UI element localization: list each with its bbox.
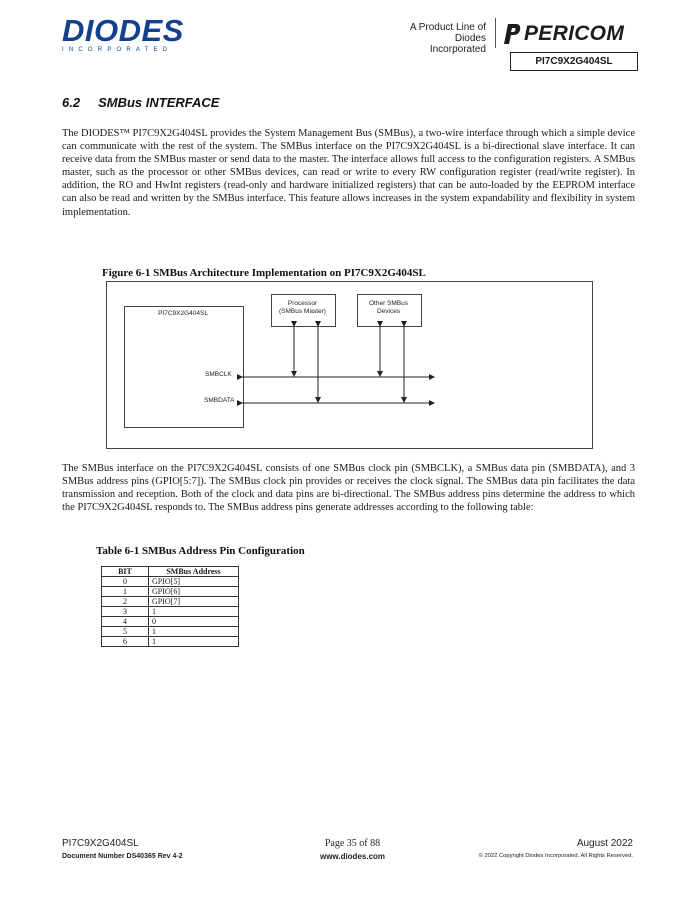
diodes-logo-text: DIODES: [62, 13, 184, 48]
footer-copyright: © 2022 Copyright Diodes Incorporated. All Rights Reserved.: [478, 853, 633, 859]
table-row: [102, 617, 239, 627]
diodes-logo: [62, 13, 188, 56]
other-devices-label-line-2: Devices: [376, 308, 401, 315]
smbdata-label: SMBDATA: [204, 397, 235, 404]
table-cell-bit: 0: [102, 577, 149, 587]
table-cell-address: 1: [149, 627, 239, 637]
processor-label: [271, 300, 334, 316]
chip-label: PI7C9X2G404SL: [158, 310, 208, 317]
table-cell-bit: 5: [102, 627, 149, 637]
product-line-text: [396, 22, 486, 55]
product-line-line-2: Diodes Incorporated: [429, 33, 486, 55]
pericom-logo: [502, 19, 624, 49]
table-cell-bit: 2: [102, 597, 149, 607]
table-row: [102, 607, 239, 617]
smbclk-label: SMBCLK: [205, 371, 232, 378]
processor-label-line-1: Processor: [287, 300, 318, 307]
table-row: [102, 597, 239, 607]
header-divider: [495, 18, 496, 48]
section-number: 6.2: [62, 95, 81, 110]
footer-document-number: Document Number DS40365 Rev 4-2: [62, 853, 183, 860]
table-cell-address: 1: [149, 637, 239, 647]
table-cell-address: GPIO[7]: [149, 597, 239, 607]
table-cell-address: GPIO[6]: [149, 587, 239, 597]
table-header-address: SMBus Address: [149, 567, 239, 577]
figure-caption: Figure 6-1 SMBus Architecture Implementation on PI7C9X2G404SL: [102, 267, 426, 279]
table-caption: Table 6-1 SMBus Address Pin Configuration: [96, 545, 305, 557]
footer-date: August 2022: [576, 838, 633, 849]
diodes-logo-subtext: INCORPORATED: [62, 47, 173, 53]
footer-part-number: PI7C9X2G404SL: [62, 838, 139, 849]
paragraph-pins: The SMBus interface on the PI7C9X2G404SL consists of one SMBus clock pin (SMBCLK), a SMBus data pin (SMBDATA), and 3 SMBus address pins (GPIO[5:7]). The SMBus clock pin provides or receives the clock signal. The SMBus data pin facilitates the data transmission and reception. Both of the clock and data pins are bi-directional. The SMBus address pins determine the address to which the PI7C9X2G404SL responds to. The SMBus address pins generate addresses according to the following table:: [62, 463, 635, 514]
chip-block: [124, 306, 244, 428]
table-cell-bit: 3: [102, 607, 149, 617]
other-devices-label-line-1: Other SMBus: [368, 300, 408, 307]
table-header-bit: BIT: [102, 567, 149, 577]
section-title: SMBus INTERFACE: [98, 95, 220, 110]
section-heading: [62, 95, 219, 110]
other-devices-label: [357, 300, 420, 316]
pericom-p-icon: [502, 22, 522, 46]
table-cell-address: GPIO[5]: [149, 577, 239, 587]
footer-url-link[interactable]: www.diodes.com: [319, 852, 386, 861]
address-table: [101, 566, 239, 647]
table-row: [102, 587, 239, 597]
table-cell-address: 1: [149, 607, 239, 617]
table-header-row: [102, 567, 239, 577]
footer-page-number: Page 35 of 88: [324, 838, 381, 849]
table-row: [102, 627, 239, 637]
part-number-box: PI7C9X2G404SL: [510, 52, 638, 71]
table-cell-address: 0: [149, 617, 239, 627]
table-cell-bit: 1: [102, 587, 149, 597]
table-cell-bit: 6: [102, 637, 149, 647]
table-cell-bit: 4: [102, 617, 149, 627]
product-line-line-1: A Product Line of: [409, 22, 486, 33]
pericom-logo-text: PERICOM: [524, 22, 625, 45]
processor-label-line-2: (SMBus Master): [279, 308, 326, 315]
table-row: [102, 637, 239, 647]
table-row: [102, 577, 239, 587]
paragraph-intro: The DIODES™ PI7C9X2G404SL provides the System Management Bus (SMBus), a two-wire interface through which a simple device can communicate with the rest of the system. The SMBus interface on the PI7C9X2G404SL is a bi-directional slave interface. It can receive data from the SMBus master or send data to the master. The interface allows full access to the configuration registers. A SMBus master, such as the processor or other SMBus devices, can read or write to every RW configuration register (read/write register). In addition, the RO and HwInt registers (read-only and hardware initialized registers) that can be auto-loaded by the EEPROM interface can also be read and written by the SMBus interface. This feature allows increases in the system expandability and flexibility in system implementation.: [62, 128, 635, 218]
